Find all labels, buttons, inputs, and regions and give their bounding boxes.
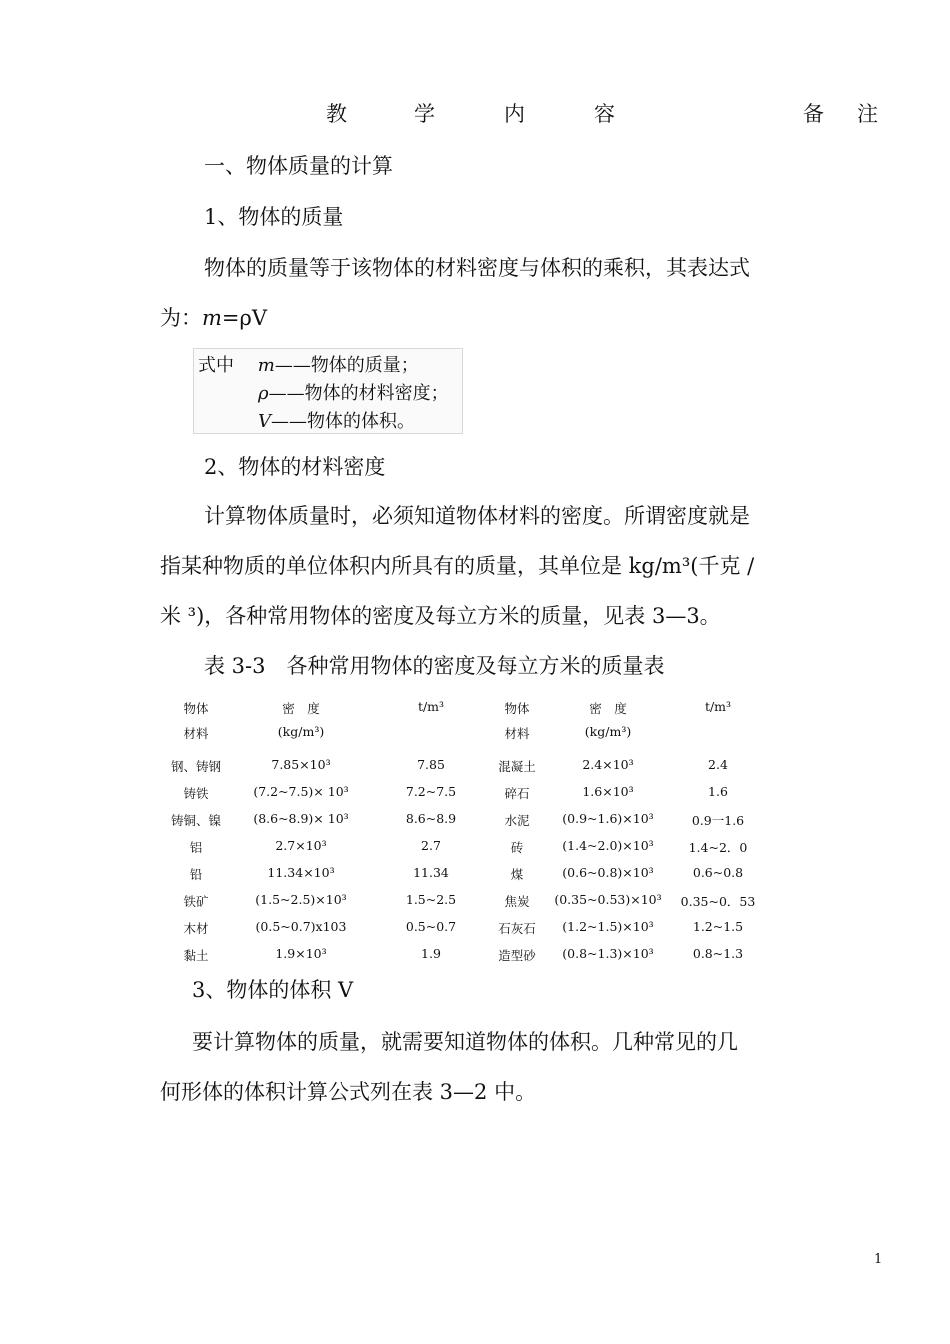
header-col-4: 容: [594, 102, 615, 126]
legend-line-2: [258, 379, 449, 405]
table-cell: (1.2~1.5)×10³: [562, 919, 654, 934]
table-cell: 碎石: [504, 786, 530, 801]
section-1-title: 一、物体质量的计算: [204, 154, 393, 178]
table-cell: 砖: [510, 840, 524, 855]
table-cell: 2.7: [421, 838, 441, 853]
legend-prefix: 式中: [198, 355, 234, 376]
table-caption: 表 3-3 各种常用物体的密度及每立方米的质量表: [204, 654, 665, 678]
table-cell: 7.2~7.5: [405, 784, 457, 799]
table-cell: 11.34: [413, 865, 449, 880]
header-note-1: 备: [803, 102, 824, 126]
paragraph-1-line-1: 物体的质量等于该物体的材料密度与体积的乘积，其表达式: [204, 256, 750, 280]
table-cell: (1.5~2.5)×10³: [255, 892, 347, 907]
table-cell: (0.8~1.3)×10³: [562, 946, 654, 961]
table-cell: 铁矿: [183, 894, 209, 909]
table-cell: 1.9×10³: [275, 946, 327, 961]
table-header-cell: 材料: [504, 726, 530, 741]
table-cell: (1.4~2.0)×10³: [562, 838, 654, 853]
legend-line-1: [198, 351, 419, 377]
header-note-2: 注: [857, 102, 878, 126]
paragraph-3-line-2: 何形体的体积计算公式列在表 3—2 中。: [160, 1080, 537, 1104]
table-cell: 7.85: [417, 757, 445, 772]
table-cell: (0.5~0.7)x103: [255, 919, 347, 934]
table-cell: 1.6×10³: [582, 784, 634, 799]
table-cell: 7.85×10³: [271, 757, 331, 772]
table-cell: 0.8~1.3: [692, 946, 744, 961]
table-cell: 1.2~1.5: [692, 919, 744, 934]
table-header-cell: 密 度: [282, 701, 320, 716]
table-cell: 铸铁: [183, 786, 209, 801]
header-col-1: 教: [326, 102, 347, 126]
table-cell: 造型砂: [498, 948, 536, 963]
table-cell: (0.6~0.8)×10³: [562, 865, 654, 880]
table-cell: (8.6~8.9)× 10³: [253, 811, 349, 826]
paragraph-2-line-1: 计算物体质量时，必须知道物体材料的密度。所谓密度就是: [204, 504, 750, 528]
table-cell: 8.6~8.9: [405, 811, 457, 826]
table-cell: 石灰石: [498, 921, 536, 936]
legend-text-m: ——物体的质量；: [274, 355, 419, 376]
section-1-2-title: 2、物体的材料密度: [204, 455, 386, 479]
paragraph-1-line-2: [160, 302, 267, 332]
table-cell: 2.4×10³: [582, 757, 634, 772]
table-cell: 11.34×10³: [267, 865, 335, 880]
table-cell: 2.4: [708, 757, 728, 772]
table-cell: (7.2~7.5)× 10³: [253, 784, 349, 799]
table-cell: 焦炭: [504, 894, 530, 909]
legend-line-3: [258, 407, 415, 433]
table-cell: 0.9一1.6: [691, 813, 745, 828]
formula-legend-figure: [193, 348, 463, 434]
legend-text-v: ——物体的体积。: [271, 411, 415, 432]
legend-text-rho: ——物体的材料密度；: [268, 383, 449, 404]
table-cell: 1.4~2．0: [688, 840, 748, 855]
paragraph-1-prefix: 为：: [160, 306, 202, 330]
header-col-3: 内: [504, 102, 525, 126]
table-cell: 木材: [183, 921, 209, 936]
table-header-cell: 物体: [183, 701, 209, 716]
table-cell: (0.9~1.6)×10³: [562, 811, 654, 826]
table-header-cell: (kg/m³): [584, 724, 632, 739]
section-1-1-title: 1、物体的质量: [204, 205, 344, 229]
page-number: 1: [874, 1252, 883, 1267]
table-cell: 1.9: [421, 946, 441, 961]
paragraph-3-line-1: 要计算物体的质量，就需要知道物体的体积。几种常见的几: [192, 1030, 738, 1054]
table-cell: 钢、铸钢: [170, 759, 221, 774]
table-cell: (0.35~0.53)×10³: [554, 892, 662, 907]
header-col-2: 学: [414, 102, 435, 126]
table-cell: 1.6: [708, 784, 728, 799]
table-cell: 煤: [510, 867, 524, 882]
table-header-cell: 材料: [183, 726, 209, 741]
table-cell: 水泥: [504, 813, 530, 828]
table-cell: 铅: [189, 867, 203, 882]
legend-symbol-rho: ρ: [258, 383, 269, 404]
table-cell: 2.7×10³: [275, 838, 327, 853]
table-header-cell: t/m³: [704, 699, 732, 714]
legend-symbol-m: m: [257, 355, 275, 376]
formula-m: m: [202, 306, 222, 330]
table-header-cell: 物体: [504, 701, 530, 716]
section-1-3-title: 3、物体的体积 V: [192, 978, 354, 1002]
table-cell: 0.35~0．53: [680, 894, 756, 909]
table-cell: 0.6~0.8: [692, 865, 744, 880]
table-cell: 1.5~2.5: [405, 892, 457, 907]
table-header-cell: t/m³: [417, 699, 445, 714]
table-header-cell: (kg/m³): [277, 724, 325, 739]
table-cell: 铸铜、镍: [170, 813, 221, 828]
table-cell: 0.5~0.7: [405, 919, 457, 934]
legend-symbol-v: V: [258, 411, 271, 432]
table-cell: 铝: [189, 840, 203, 855]
paragraph-2-line-2: 指某种物质的单位体积内所具有的质量，其单位是 kg/m³(千克 /: [160, 554, 755, 578]
formula-rest: =ρV: [221, 306, 268, 330]
paragraph-2-line-3: 米 ³)，各种常用物体的密度及每立方米的质量，见表 3—3。: [160, 604, 721, 628]
table-cell: 黏土: [183, 948, 209, 963]
table-header-cell: 密 度: [589, 701, 627, 716]
table-cell: 混凝土: [498, 759, 536, 774]
